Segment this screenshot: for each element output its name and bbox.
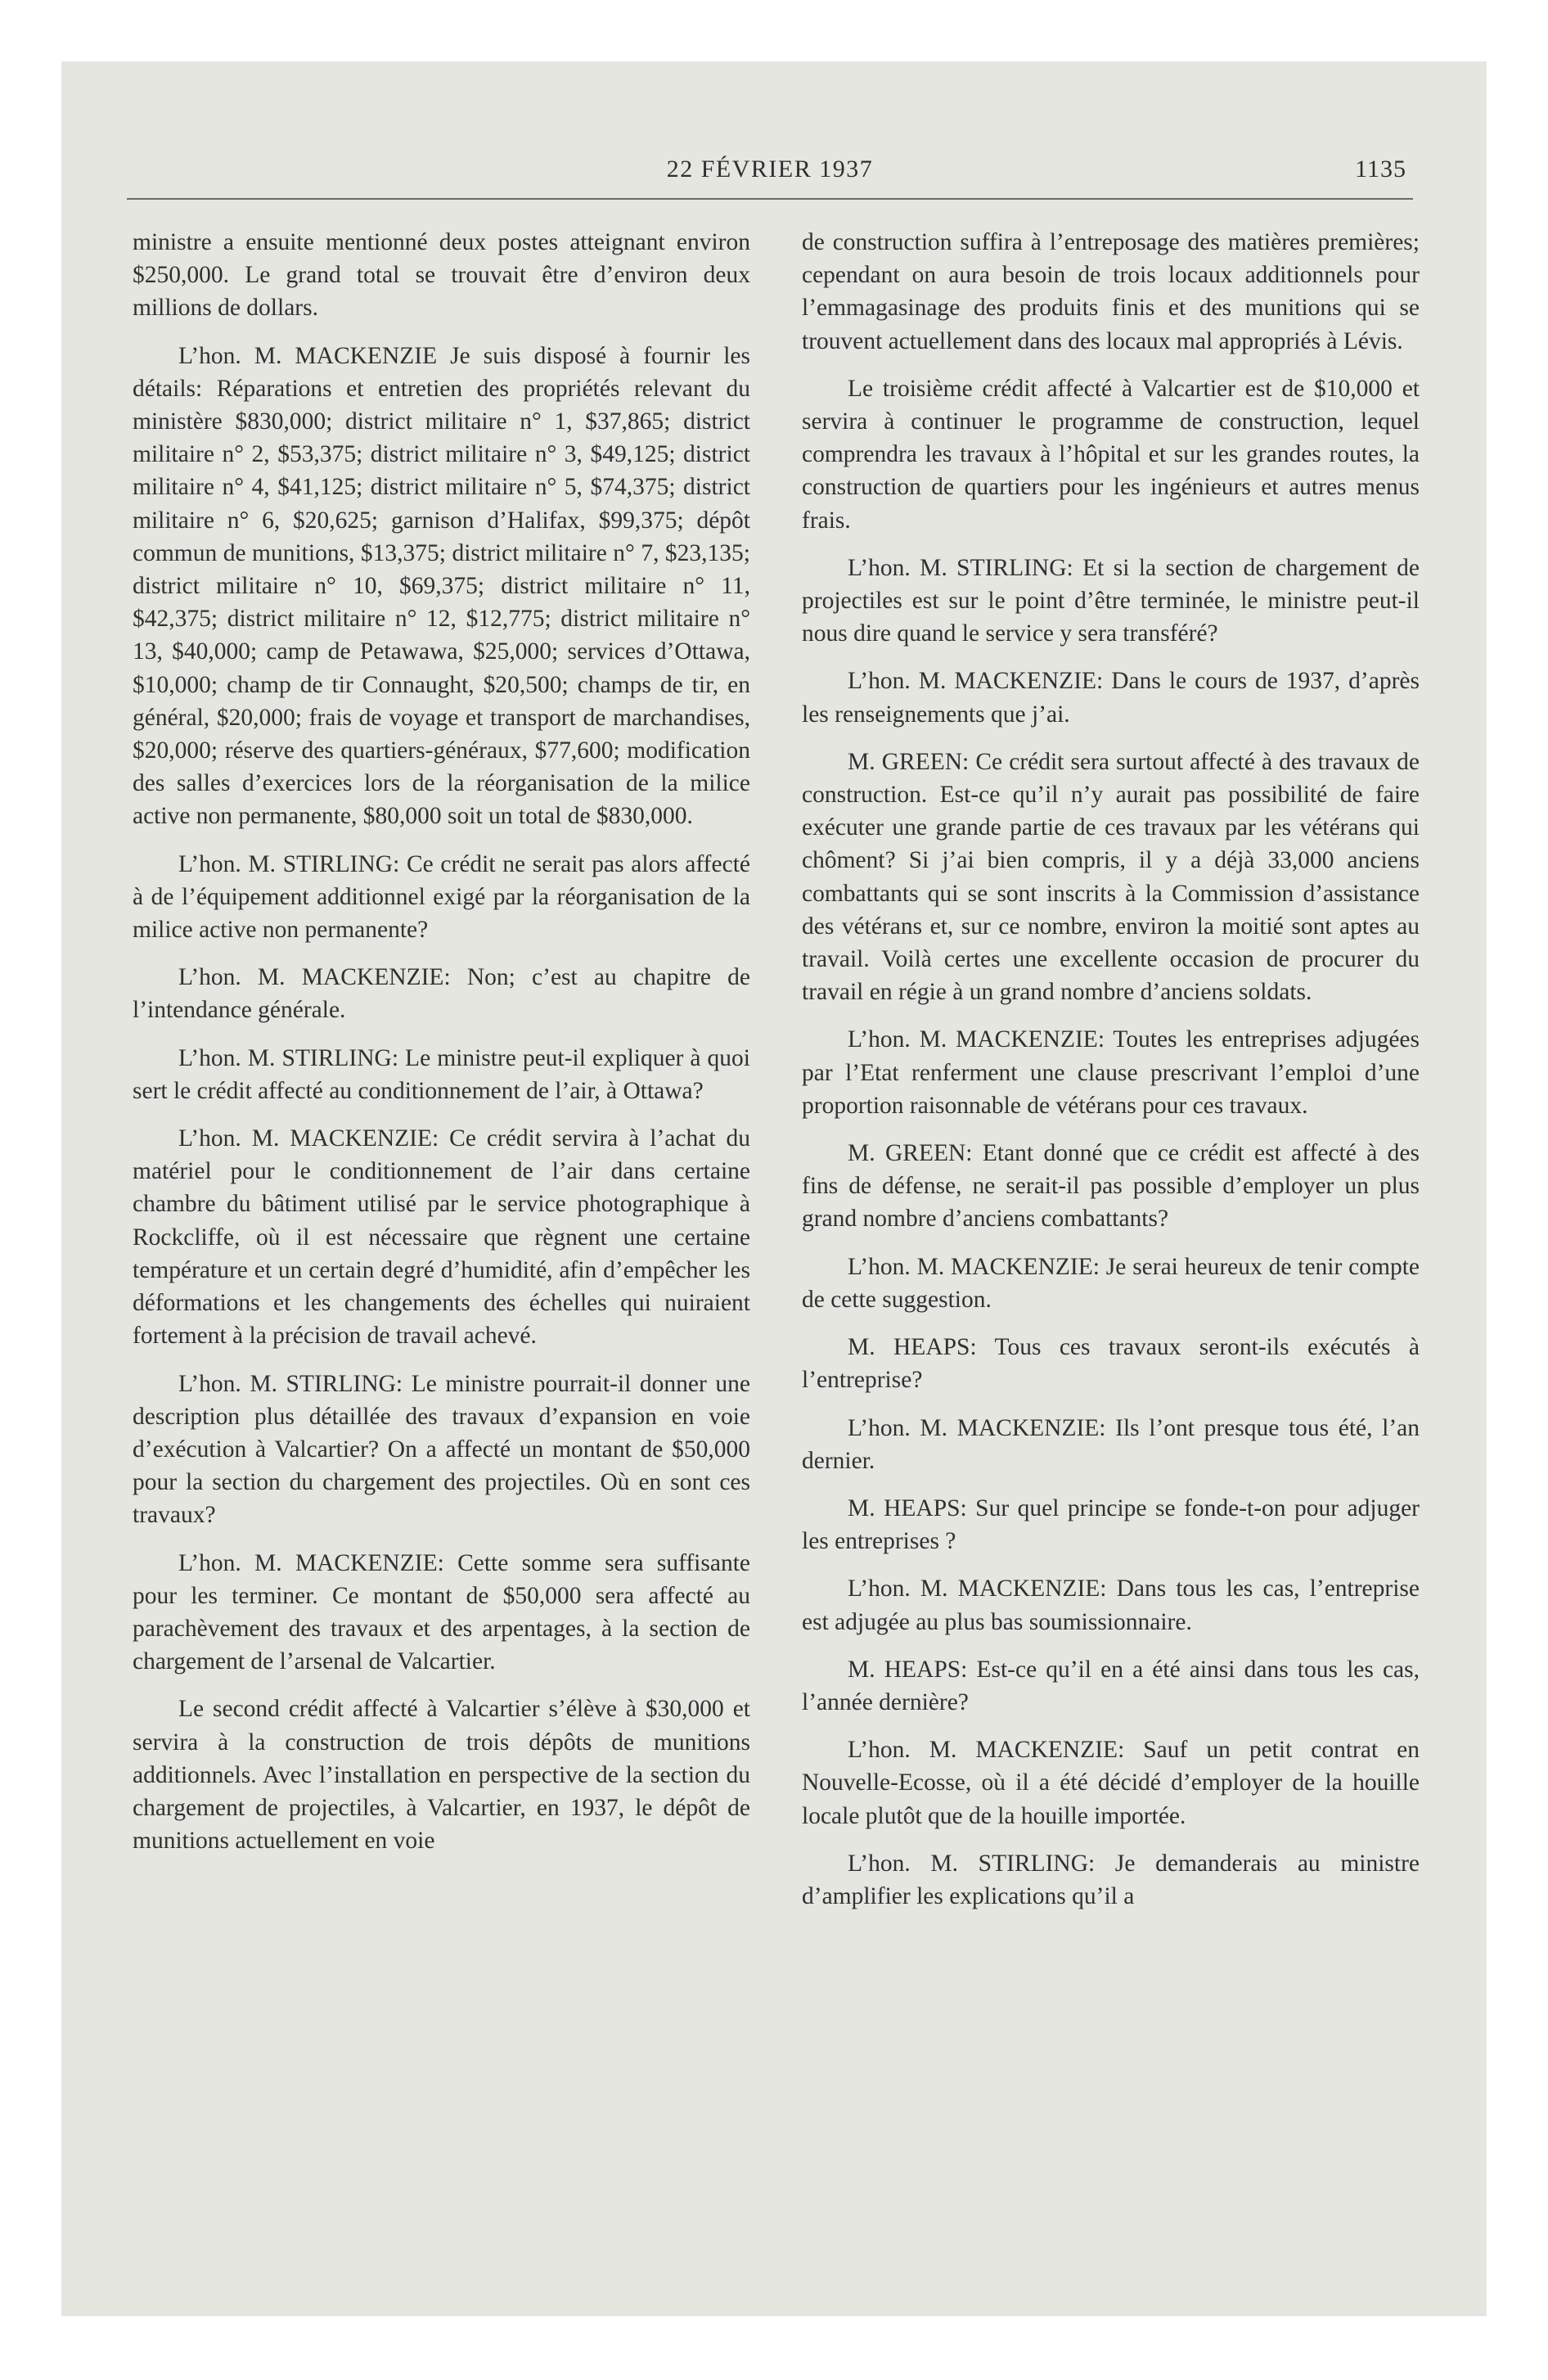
paragraph: M. HEAPS: Tous ces travaux seront-ils exécutés à l’entreprise? [802, 1334, 1420, 1394]
paragraph: M. HEAPS: Sur quel principe se fonde-t-on pour adjuger les entreprises ? [802, 1494, 1420, 1555]
paragraph: L’hon. M. MACKENZIE: Toutes les entreprises adjugées par l’Etat renferment une clause prescrivant l’emploi d’une proportion raisonnable de vétérans pour ces travaux. [802, 1026, 1420, 1119]
paragraph: L’hon. M. MACKENZIE: Je serai heureux de tenir compte de cette suggestion. [802, 1253, 1420, 1313]
paragraph: Le second crédit affecté à Valcartier s’élève à $30,000 et servira à la construction de trois dépôts de munitions additionnels. Avec l’installation en perspective de la section du chargement de projectiles, à Valcartier, en 1937, le dépôt de munitions actuellement en voie [133, 1696, 750, 1855]
left-column [133, 226, 750, 1872]
paragraph: L’hon. M. MACKENZIE: Cette somme sera suffisante pour les terminer. Ce montant de $50,000 sera affecté au parachèvement des travaux et des arpentages, à la section de chargement de l’arsenal de Valcartier. [133, 1549, 750, 1675]
paragraph: L’hon. M. STIRLING: Je demanderais au ministre d’amplifier les explications qu’il a [802, 1850, 1420, 1909]
page-header [127, 149, 1413, 200]
paragraph: de construction suffira à l’entreposage des matières premières; cependant on aura besoin de trois locaux additionnels pour l’emmagasinage des produits finis et des munitions qui se trouvent actuellement dans des locaux mal appropriés à Lévis. [802, 229, 1420, 354]
paragraph: M. HEAPS: Est-ce qu’il en a été ainsi dans tous les cas, l’année dernière? [802, 1656, 1420, 1715]
page-date-title: 22 FÉVRIER 1937 [666, 156, 874, 183]
paragraph: L’hon. M. STIRLING: Et si la section de chargement de projectiles est sur le point d’être terminée, le ministre peut-il nous dire quand le service y sera transféré? [802, 554, 1420, 647]
paragraph: M. GREEN: Etant donné que ce crédit est affecté à des fins de défense, ne serait-il pas possible d’employer un plus grand nombre d’anciens combattants? [802, 1140, 1420, 1233]
paragraph: Le troisième crédit affecté à Valcartier est de $10,000 et servira à continuer le programme de construction, lequel comprendra les travaux à l’hôpital et sur les grandes routes, la construction de quartiers pour les ingénieurs et autres menus frais. [802, 375, 1420, 534]
paragraph: M. GREEN: Ce crédit sera surtout affecté à des travaux de construction. Est-ce qu’il n’y aurait pas possibilité de faire exécuter une grande partie de ces travaux par les vétérans qui chôment? Si j’ai bien compris, il y a déjà 33,000 anciens combattants qui se sont inscrits à la Commission d’assistance des vétérans et, sur ce nombre, environ la moitié sont aptes au travail. Voilà certes une excellente occasion de procurer du travail en régie à un grand nombre d’anciens soldats. [802, 748, 1420, 1006]
page-number: 1135 [1355, 156, 1406, 183]
paragraph: ministre a ensuite mentionné deux postes atteignant environ $250,000. Le grand total se trouvait être d’environ deux millions de dollars. [133, 229, 750, 322]
paragraph: L’hon. M. STIRLING: Ce crédit ne serait pas alors affecté à de l’équipement additionnel exigé par la réorganisation de la milice active non permanente? [133, 850, 750, 944]
paragraph: L’hon. M. MACKENZIE: Ils l’ont presque tous été, l’an dernier. [802, 1414, 1420, 1474]
paragraph: L’hon. M. MACKENZIE: Ce crédit servira à l’achat du matériel pour le conditionnement de l’air dans certaine chambre du bâtiment utilisé par le service photographique à Rockcliffe, où il est nécessaire que règnent une certaine température et un certain degré d’humidité, afin d’empêcher les déformations et les changements des échelles qui nuiraient fortement à la précision de travail achevé. [133, 1125, 750, 1350]
paragraph: L’hon. M. STIRLING: Le ministre peut-il expliquer à quoi sert le crédit affecté au conditionnement de l’air, à Ottawa? [133, 1044, 750, 1104]
right-column [802, 226, 1420, 1927]
paragraph: L’hon. M. MACKENZIE: Non; c’est au chapitre de l’intendance générale. [133, 964, 750, 1024]
paragraph: L’hon. M. STIRLING: Le ministre pourrait-il donner une description plus détaillée des travaux d’expansion en voie d’exécution à Valcartier? On a affecté un montant de $50,000 pour la section du chargement des projectiles. Où en sont ces travaux? [133, 1370, 750, 1529]
paragraph: L’hon. M. MACKENZIE Je suis disposé à fournir les détails: Réparations et entretien des propriétés relevant du ministère $830,000; district militaire n° 1, $37,865; district militaire n° 2, $53,375; district militaire n° 3, $49,125; district militaire n° 4, $41,125; district militaire n° 5, $74,375; district militaire n° 6, $20,625; garnison d’Halifax, $99,375; dépôt commun de munitions, $13,375; district militaire n° 7, $23,135; district militaire n° 10, $69,375; district militaire n° 11, $42,375; district militaire n° 12, $12,775; district militaire n° 13, $40,000; camp de Petawawa, $25,000; services d’Ottawa, $10,000; champ de tir Connaught, $20,500; champs de tir, en général, $20,000; frais de voyage et transport de marchandises, $20,000; réserve des quartiers-généraux, $77,600; modification des salles d’exercices lors de la réorganisation de la milice active non permanente, $80,000 soit un total de $830,000. [133, 342, 750, 830]
paragraph: L’hon. M. MACKENZIE: Sauf un petit contrat en Nouvelle-Ecosse, où il a été décidé d’employer de la houille locale plutôt que de la houille importée. [802, 1737, 1420, 1829]
paragraph: L’hon. M. MACKENZIE: Dans le cours de 1937, d’après les renseignements que j’ai. [802, 668, 1420, 728]
paragraph: L’hon. M. MACKENZIE: Dans tous les cas, l’entreprise est adjugée au plus bas soumissionnaire. [802, 1575, 1420, 1635]
